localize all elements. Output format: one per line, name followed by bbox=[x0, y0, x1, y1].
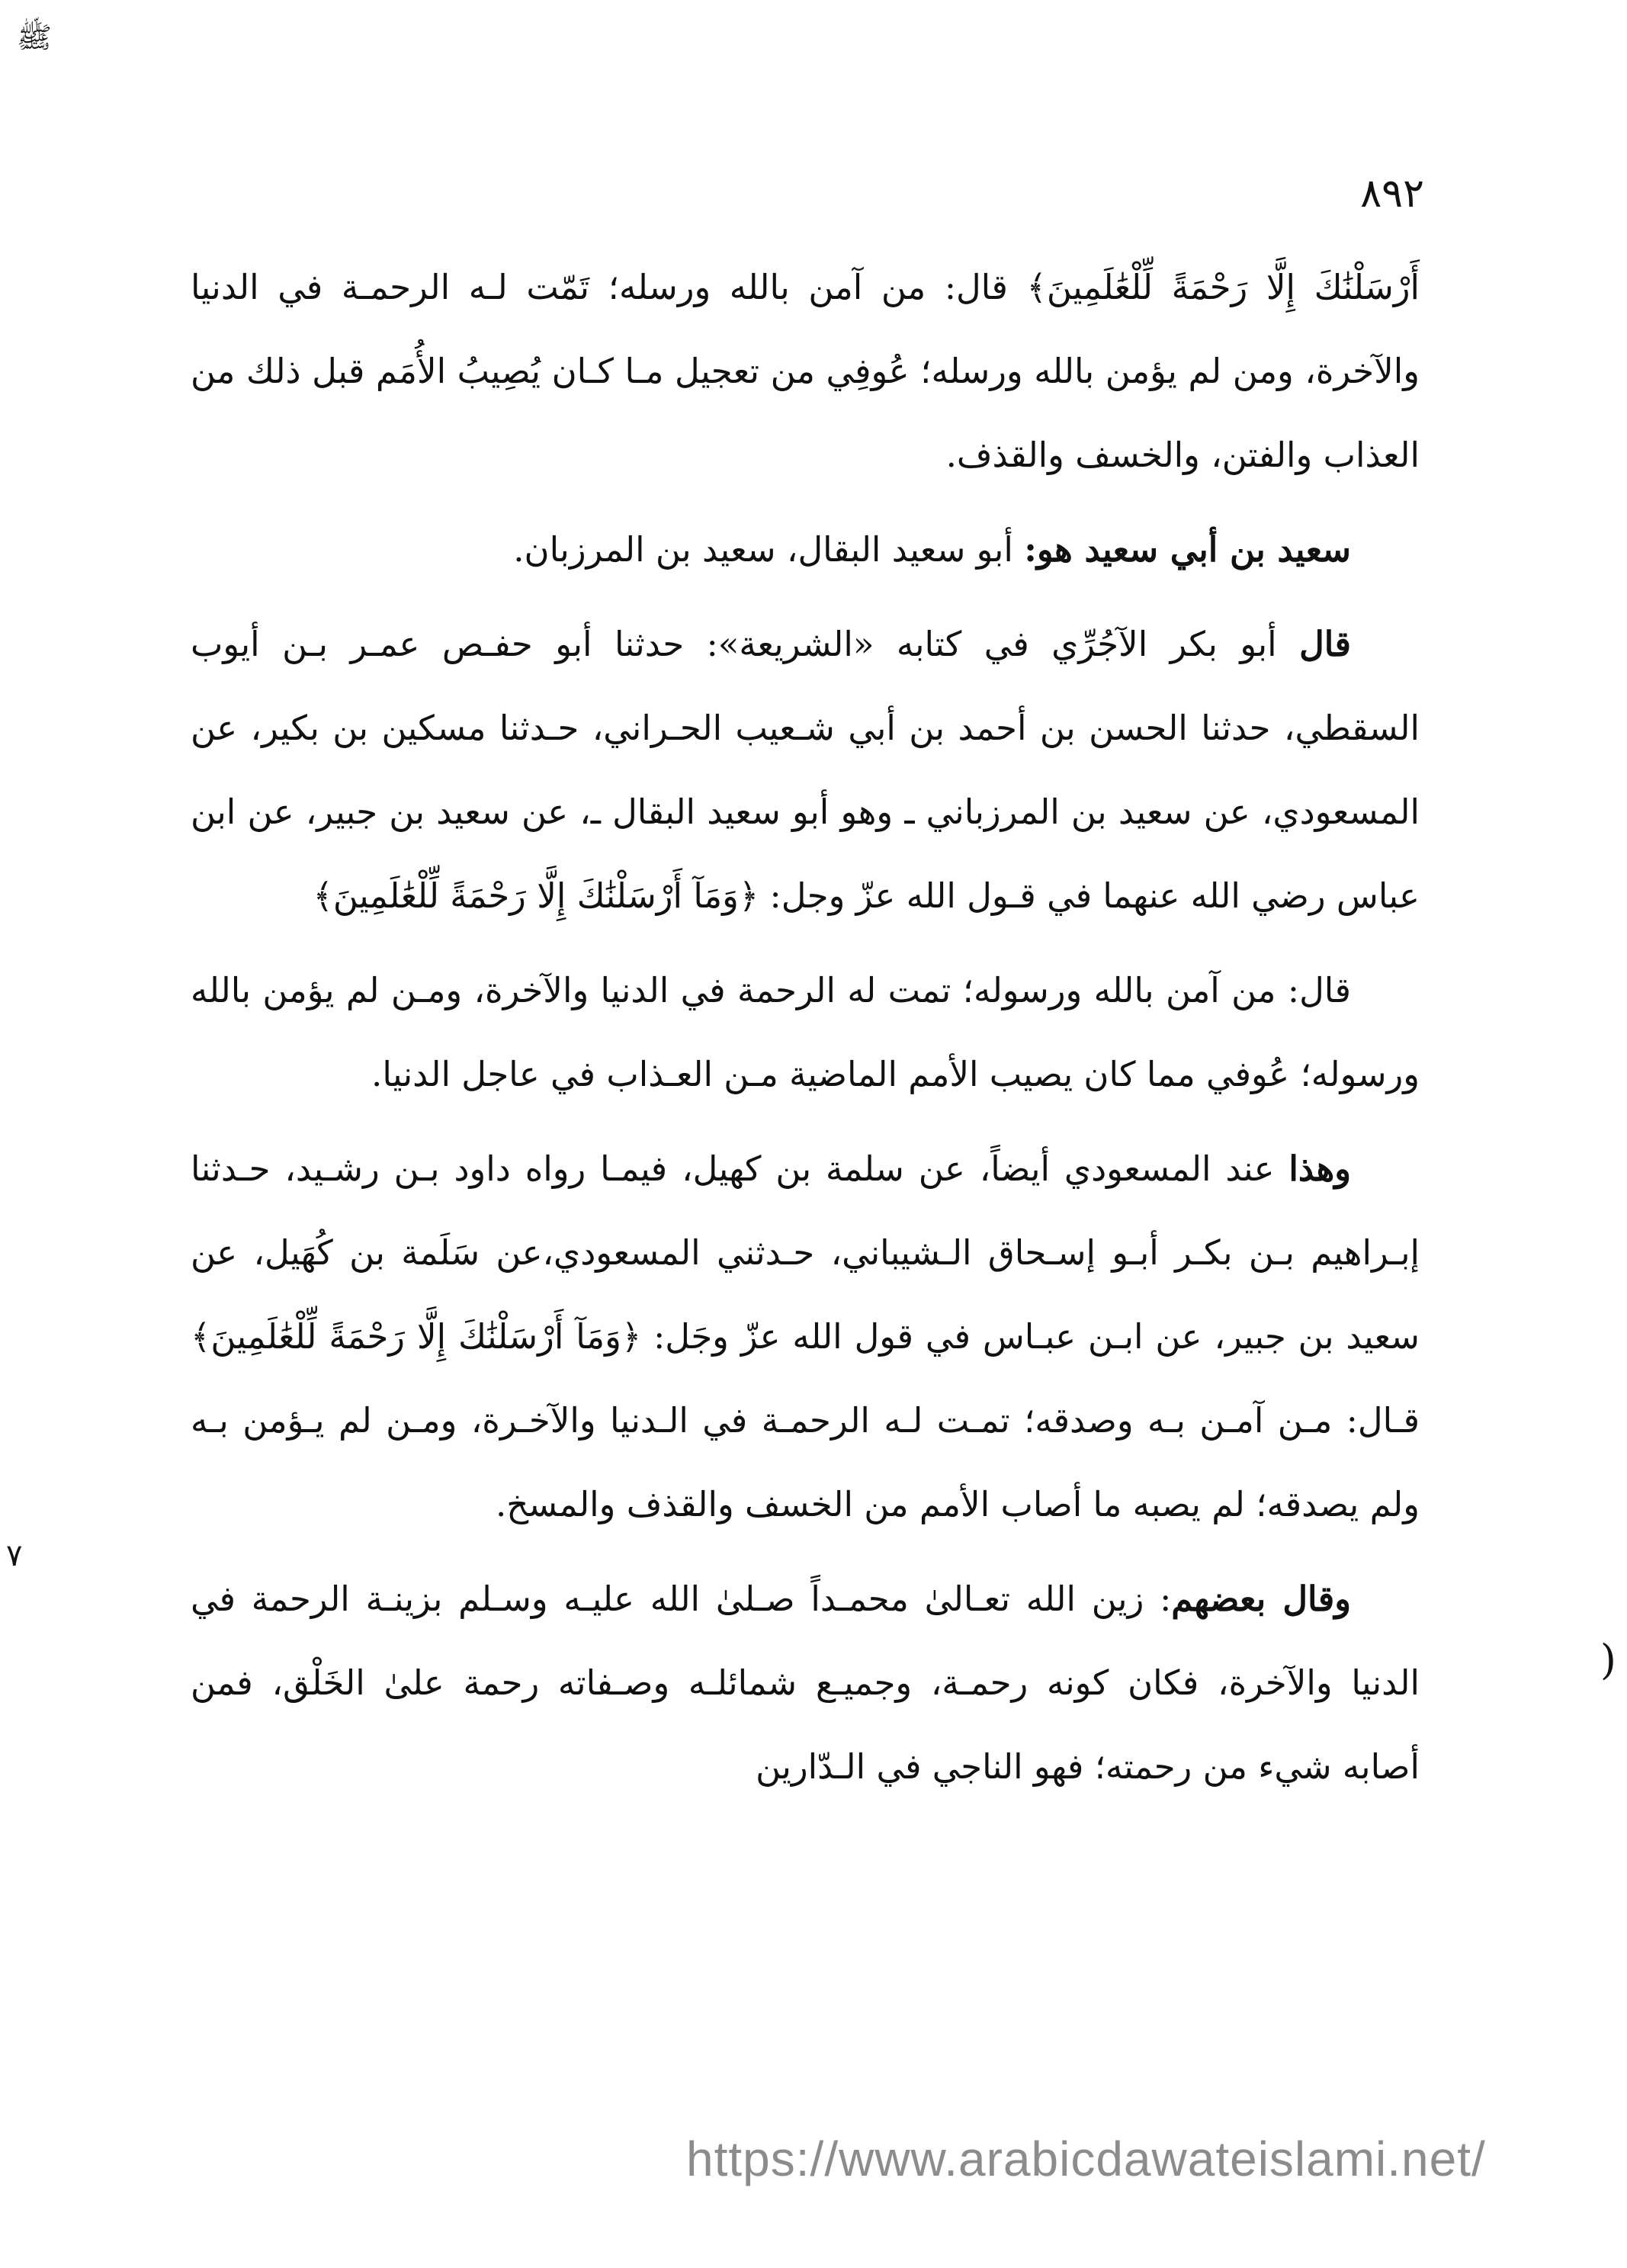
text-segment: عند المسعودي أيضاً، عن سلمة بن كهيل، فيمـا رواه داود بـن رشـيد، حـدثنا إبـراهيم بـن بكـر أبـو إسـحاق الـشيباني، حـدثني المسعودي،عن سَلَمة بن كُهَيل، عن سعيد بن جبير، عن ابـن عبـاس في قول الله عزّ وجَل: bbox=[191, 1148, 1420, 1357]
paragraph bbox=[191, 508, 1420, 592]
text-segment: قال: من آمن بالله ورسله؛ تَمّت لـه الرحمـة في الدنيا والآخرة، ومن لم يؤمن بالله ورسله؛ عُوفِي من تعجيل مـا كـان يُصِيبُ الأُمَم قبل ذلك من العذاب والفتن، والخسف والقذف. bbox=[191, 267, 1420, 475]
page-number: ٨٩٢ bbox=[1360, 171, 1424, 217]
quran-verse: ﴿وَمَآ أَرْسَلْنَٰكَ إِلَّا رَحْمَةً لِّلْعَٰلَمِينَ﴾ bbox=[313, 875, 759, 916]
text-segment: قـال: مـن آمـن بـه وصدقه؛ تمـت لـه الرحمـة في الـدنيا والآخـرة، ومـن لم يـؤمن بـه ولم يصدقه؛ لم يصبه ما أصاب الأمم من الخسف والقذف والمسخ. bbox=[191, 1400, 1420, 1524]
corner-mark: ﷺ bbox=[17, 21, 52, 54]
watermark: https://www.arabicdawateislami.net/ bbox=[686, 2131, 1486, 2186]
paragraph bbox=[191, 1557, 1420, 1809]
paragraph-lead: قال bbox=[1299, 624, 1351, 664]
text-segment: أبو بكر الآجُرِّي في كتابه «الشريعة»: حدثنا أبو حفـص عمـر بـن أيوب السقطي، حدثنا الحسن بن أحمد بن أبي شـعيب الحـراني، حـدثنا مسكين بن بكير، عن المسعودي، عن سعيد بن المرزباني ـ وهو أبو سعيد البقال ـ، عن سعيد بن جبير، عن ابن عباس رضي الله عنهما في قـول الله عزّ وجل: bbox=[191, 624, 1420, 916]
paragraph bbox=[191, 246, 1420, 497]
text-segment: : زين الله تعـالىٰ محمـداً صـلىٰ الله عليـه وسـلم بزينـة الرحمة في الدنيا والآخرة، فكان كونه رحمـة، وجميـع شمائلـه وصـفاته رحمة علىٰ الخَلْق، فمن أصابه شيء من رحمته؛ فهو الناجي في الـدّارين bbox=[191, 1579, 1420, 1787]
paragraph-lead: وقال بعضهم bbox=[1171, 1579, 1352, 1619]
paragraph-lead: سعيد بن أبي سعيد هو: bbox=[1024, 529, 1351, 570]
paragraph bbox=[191, 602, 1420, 938]
paragraph bbox=[191, 949, 1420, 1116]
margin-bracket: ) bbox=[1600, 1636, 1616, 1684]
margin-mark: ٧ bbox=[6, 1538, 23, 1573]
text-segment: أبو سعيد البقال، سعيد بن المرزبان. bbox=[513, 529, 1025, 570]
quran-verse: ﴿وَمَآ أَرْسَلْنَٰكَ إِلَّا رَحْمَةً لِّلْعَٰلَمِينَ﴾ bbox=[191, 1316, 642, 1357]
paragraph bbox=[191, 1127, 1420, 1547]
quran-verse: أَرْسَلْنَٰكَ إِلَّا رَحْمَةً لِّلْعَٰلَمِينَ﴾ bbox=[1026, 267, 1420, 307]
text-segment: قال: من آمن بالله ورسوله؛ تمت له الرحمة في الدنيا والآخرة، ومـن لم يؤمن بالله ورسوله؛ عُوفي مما كان يصيب الأمم الماضية مـن العـذاب في عاجل الدنيا. bbox=[191, 970, 1420, 1094]
paragraph-lead: وهذا bbox=[1288, 1148, 1351, 1189]
body-text bbox=[191, 246, 1420, 1820]
